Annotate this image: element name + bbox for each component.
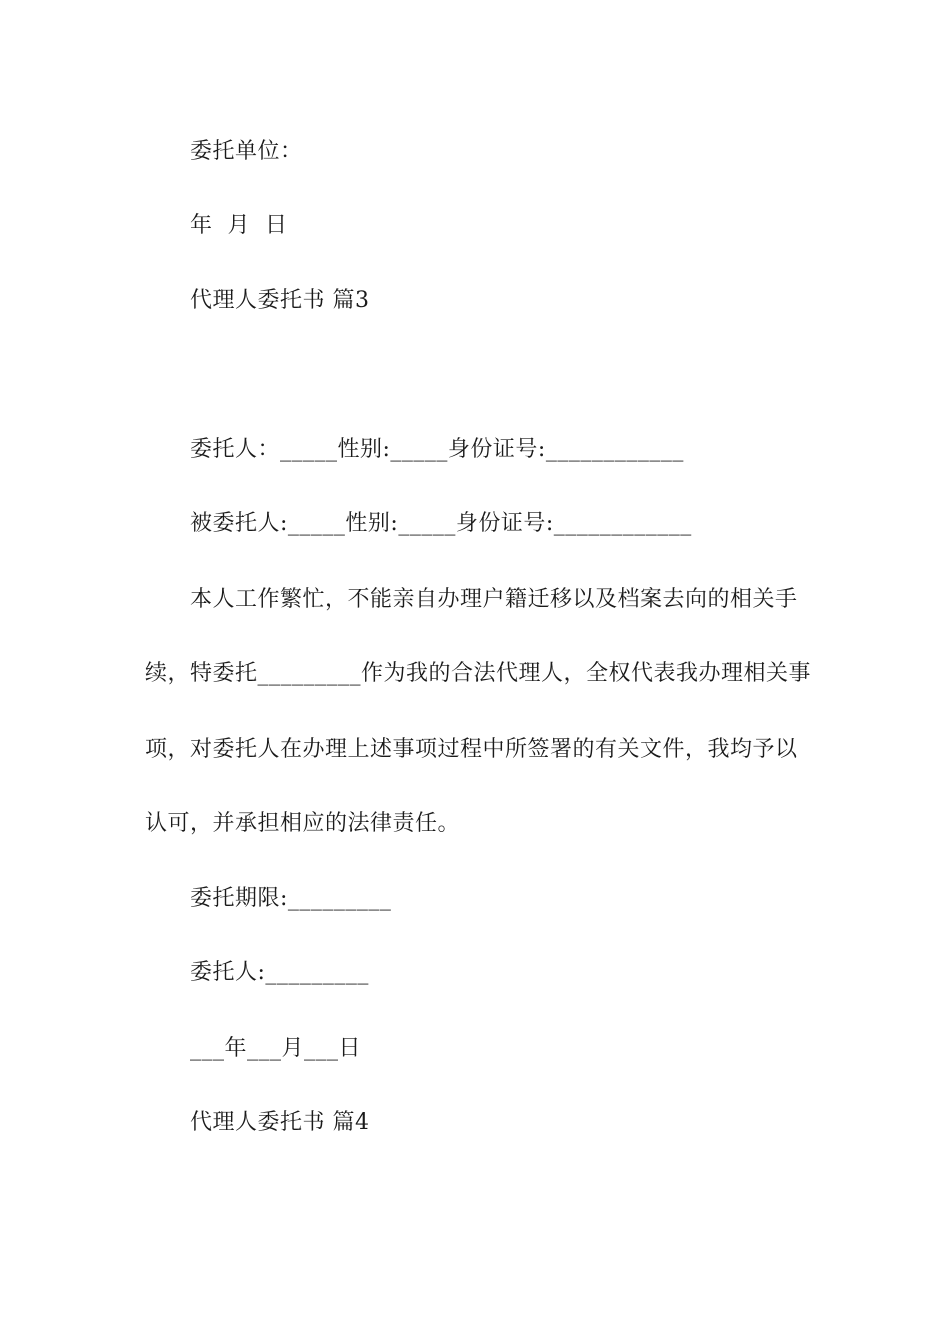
body-paragraph-line-2: 续，特委托_________作为我的合法代理人，全权代表我办理相关事 (145, 661, 812, 686)
section-heading-3: 代理人委托书 篇3 (190, 288, 370, 313)
date-line: 年 月 日 (190, 213, 288, 238)
signature-date-line: ___年___月___日 (190, 1036, 362, 1061)
section-heading-4: 代理人委托书 篇4 (190, 1110, 370, 1135)
entrust-period-line: 委托期限:_________ (190, 886, 392, 911)
body-paragraph-line-4: 认可，并承担相应的法律责任。 (145, 811, 461, 836)
principal-signature-line: 委托人:_________ (190, 960, 369, 985)
body-paragraph-line-1: 本人工作繁忙，不能亲自办理户籍迁移以及档案去向的相关手 (190, 587, 798, 612)
entrusting-unit-label: 委托单位： (190, 139, 303, 164)
agent-info-line: 被委托人:_____性别:_____身份证号:____________ (190, 511, 692, 536)
body-paragraph-line-3: 项，对委托人在办理上述事项过程中所签署的有关文件，我均予以 (145, 737, 798, 762)
principal-info-line: 委托人：_____性别:_____身份证号:____________ (190, 437, 684, 462)
